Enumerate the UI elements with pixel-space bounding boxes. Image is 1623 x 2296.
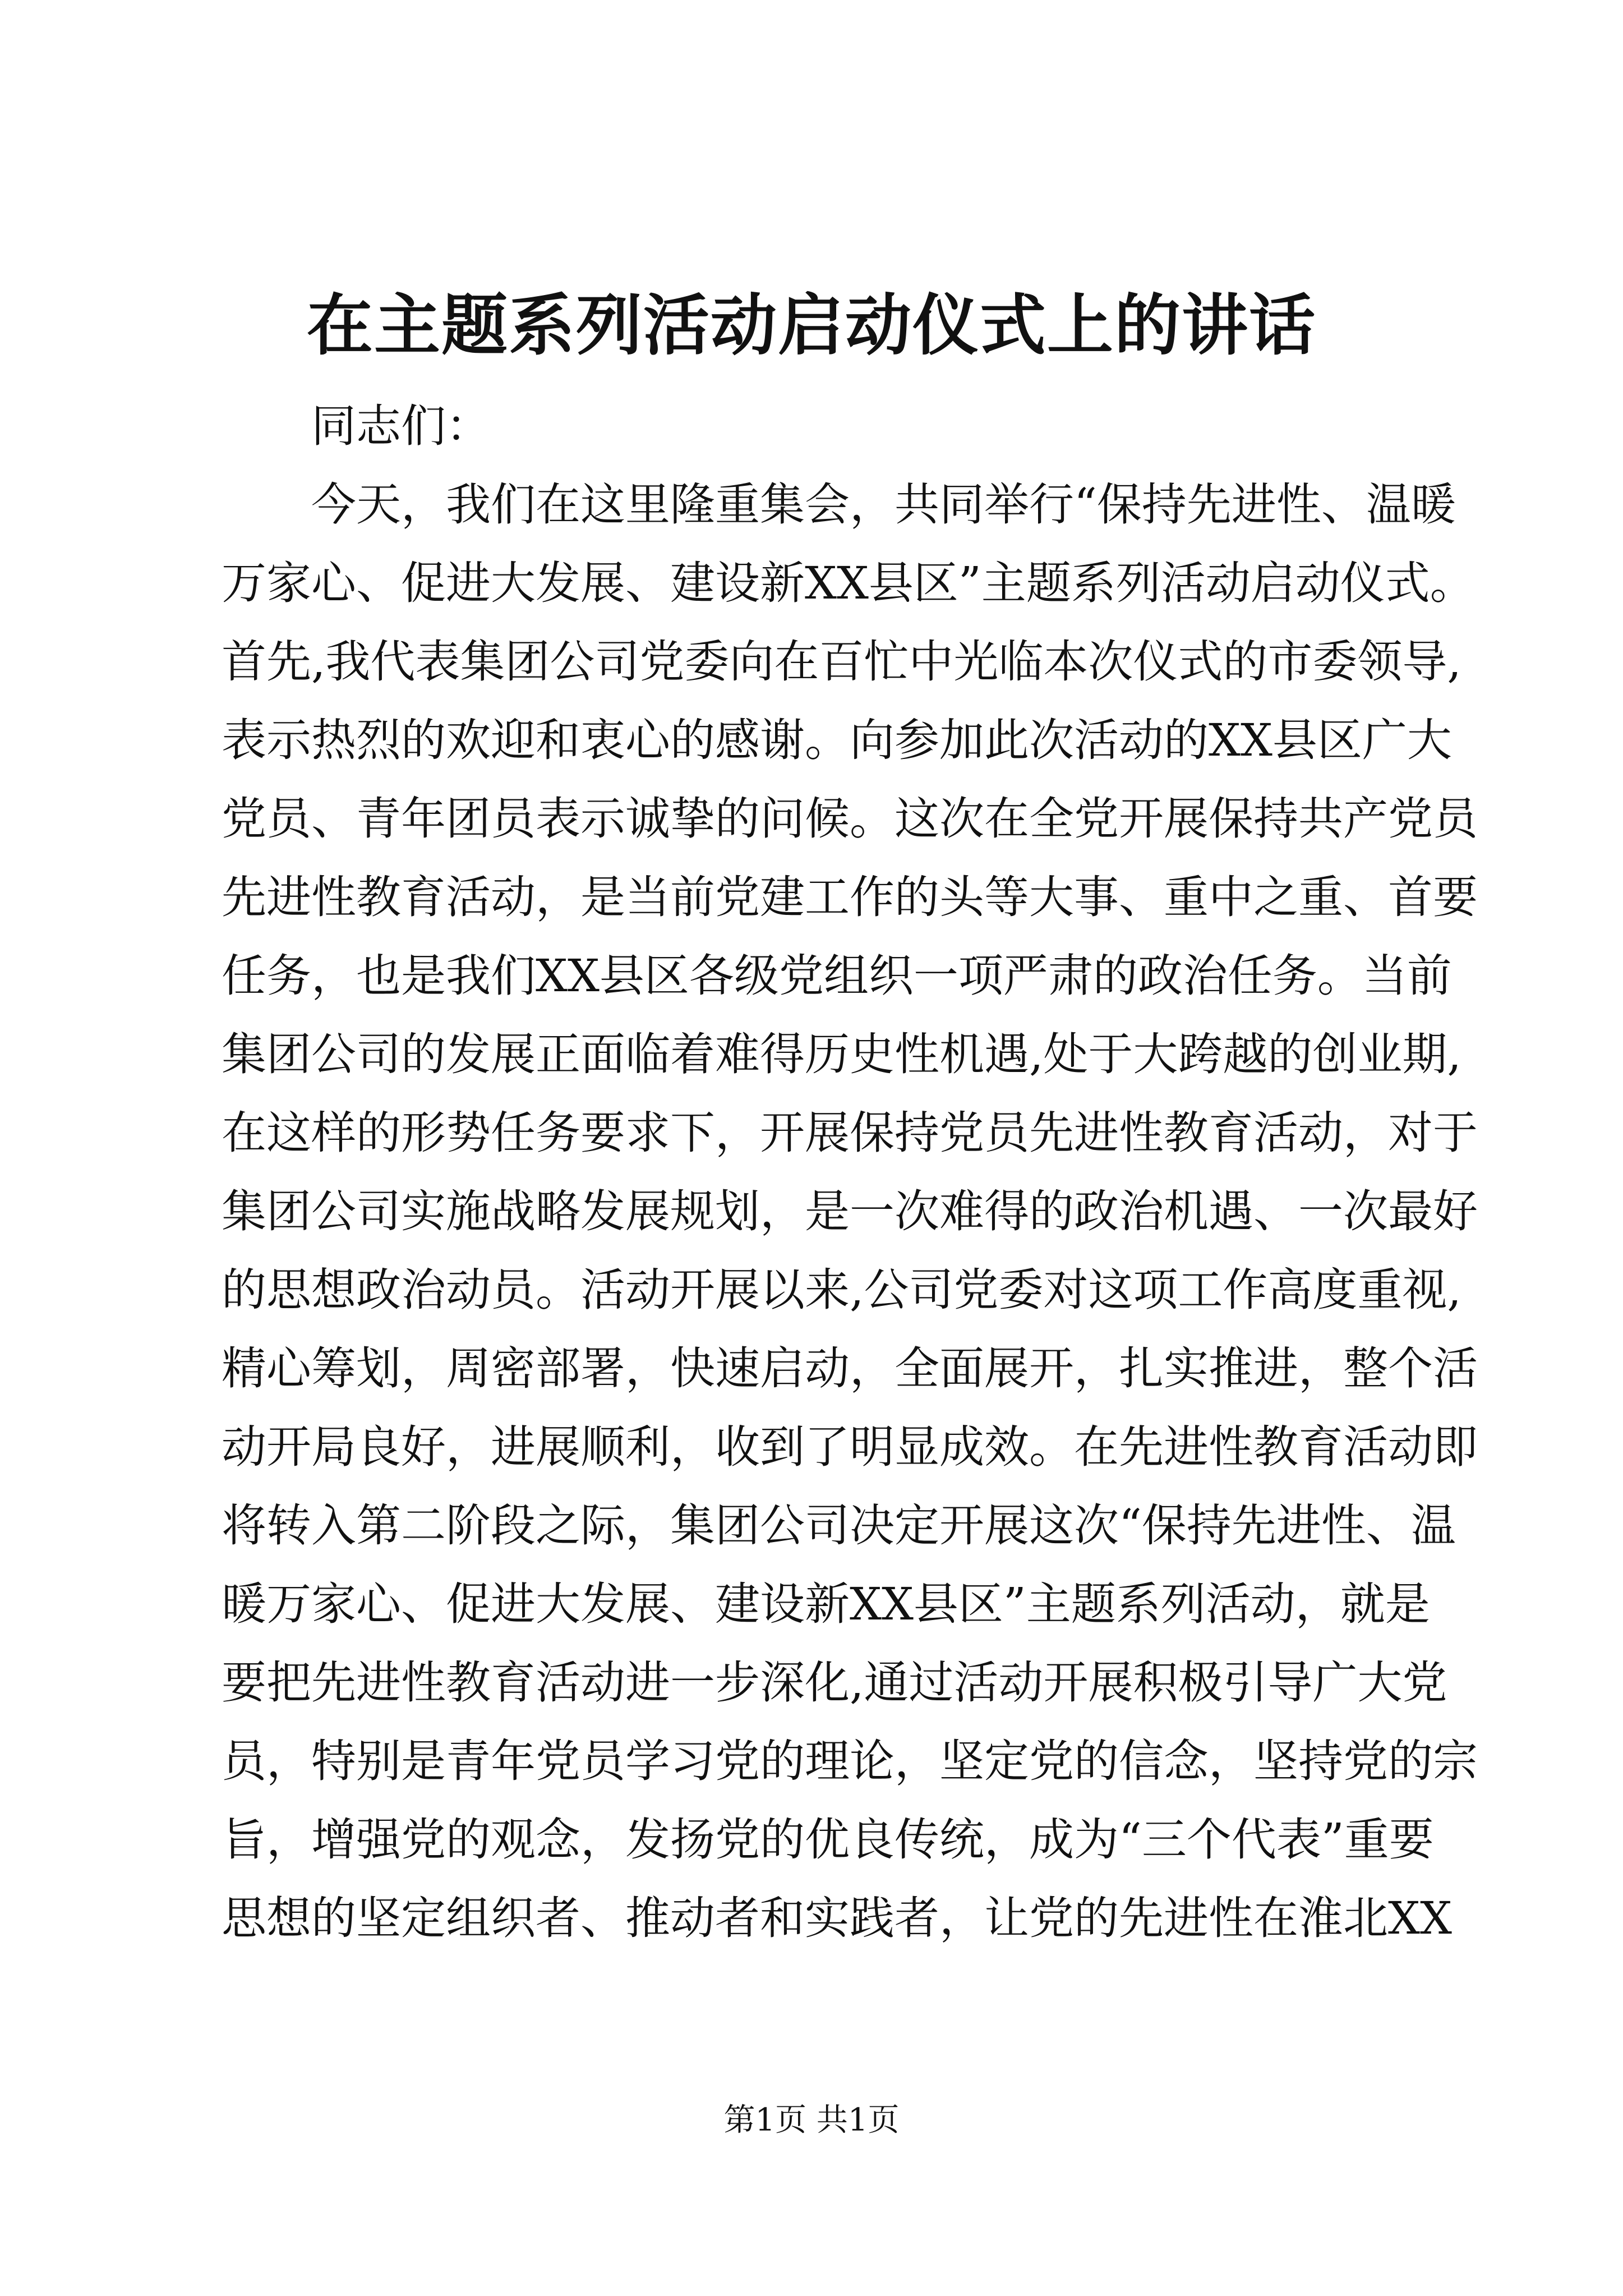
paragraph-line: 要把先进性教育活动进一步深化,通过活动开展积极引导广大党 [222, 1657, 1447, 1709]
paragraph-line: 今天，我们在这里隆重集会，共同举行“保持先进性、温暖 [311, 478, 1456, 531]
paragraph-line: 任务，也是我们XX县区各级党组织一项严肃的政治任务。当前 [222, 950, 1452, 1002]
paragraph-line: 员，特别是青年党员学习党的理论，坚定党的信念，坚持党的宗 [222, 1735, 1478, 1787]
paragraph-line: 将转入第二阶段之际，集团公司决定开展这次“保持先进性、温 [222, 1499, 1456, 1552]
paragraph-line: 集团公司实施战略发展规划，是一次难得的政治机遇、一次最好 [222, 1185, 1478, 1237]
paragraph-line: 的思想政治动员。活动开展以来,公司党委对这项工作高度重视, [222, 1264, 1461, 1316]
page-footer: 第1页 共1页 [723, 2102, 900, 2138]
paragraph-line: 精心筹划，周密部署，快速启动，全面展开，扎实推进，整个活 [222, 1342, 1478, 1395]
document-title: 在主题系列活动启动仪式上的讲话 [306, 286, 1316, 364]
paragraph-line: 集团公司的发展正面临着难得历史性机遇,处于大跨越的创业期, [222, 1028, 1461, 1080]
paragraph-line: 动开局良好，进展顺利，收到了明显成效。在先进性教育活动即 [222, 1421, 1478, 1473]
paragraph-line: 先进性教育活动，是当前党建工作的头等大事、重中之重、首要 [222, 871, 1478, 923]
paragraph-line: 万家心、促进大发展、建设新XX县区”主题系列活动启动仪式。 [222, 557, 1475, 609]
paragraph-line: 表示热烈的欢迎和衷心的感谢。向参加此次活动的XX县区广大 [222, 714, 1452, 766]
paragraph-line: 在这样的形势任务要求下，开展保持党员先进性教育活动，对于 [222, 1107, 1478, 1159]
paragraph-line: 思想的坚定组织者、推动者和实践者，让党的先进性在淮北XX [222, 1892, 1452, 1944]
greeting-line: 同志们： [311, 400, 491, 452]
paragraph-line: 首先,我代表集团公司党委向在百忙中光临本次仪式的市委领导, [222, 636, 1461, 688]
paragraph-line: 暖万家心、促进大发展、建设新XX县区”主题系列活动，就是 [222, 1578, 1430, 1630]
paragraph-line: 旨，增强党的观念，发扬党的优良传统，成为“三个代表”重要 [222, 1814, 1434, 1866]
paragraph-line: 党员、青年团员表示诚挚的问候。这次在全党开展保持共产党员 [222, 793, 1478, 845]
